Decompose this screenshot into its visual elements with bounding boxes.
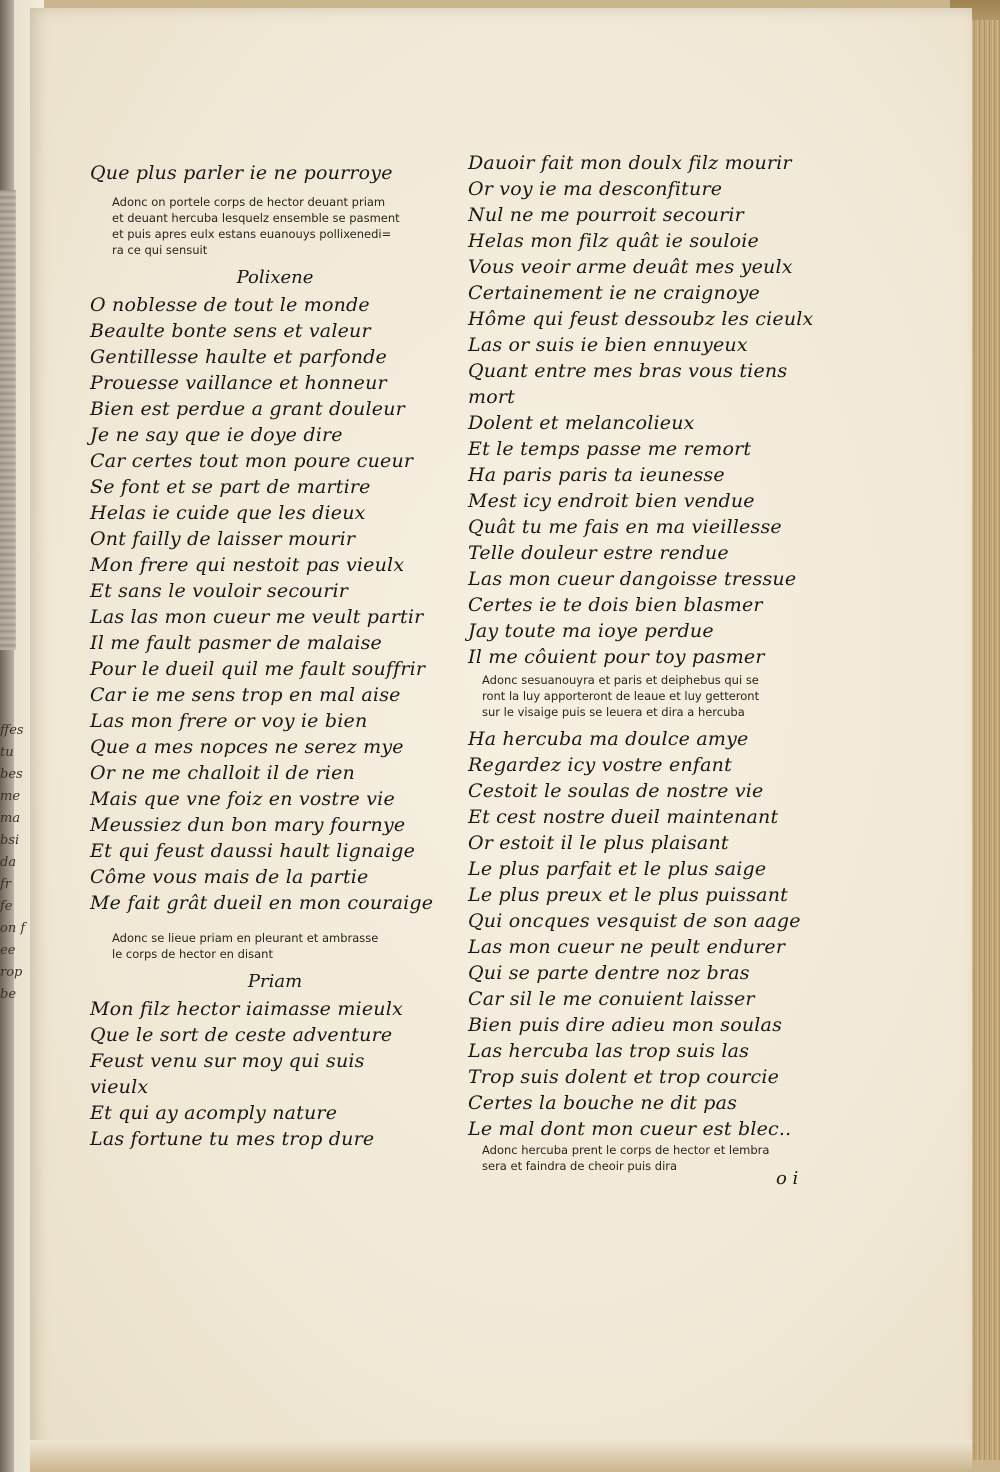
speaker-name: Priam	[247, 971, 303, 992]
verse-line: Je ne say que ie doye dire	[90, 424, 343, 446]
rubric-line: Adonc hercuba prent le corps de hector et lembra	[482, 1143, 770, 1157]
rubric-line: sera et faindra de cheoir puis dira	[482, 1159, 678, 1173]
verse-line: mort	[468, 386, 515, 408]
verse-line: Côme vous mais de la partie	[90, 866, 369, 888]
margin-fragment: ee	[0, 943, 16, 958]
verse-line: Or voy ie ma desconfiture	[468, 178, 723, 200]
verse-line: Beaulte bonte sens et valeur	[90, 320, 371, 342]
rubric-line: sur le visaige puis se leuera et dira a hercuba	[482, 705, 745, 719]
rubric-line: Adonc sesuanouyra et paris et deiphebus qui se	[482, 673, 759, 687]
rubric-line: le corps de hector en disant	[112, 947, 273, 961]
stage-direction	[468, 1142, 818, 1174]
verse-block	[90, 292, 460, 916]
verse-line: Car sil le me conuient laisser	[468, 988, 755, 1010]
verse-line: Las las mon cueur me veult partir	[90, 606, 424, 628]
rubric-line: et puis apres eulx estans euanouys pollixenedi=	[112, 227, 392, 241]
right-text-column	[468, 150, 818, 1180]
verse-line: vieulx	[90, 1076, 149, 1098]
verse-line: Las mon cueur dangoisse tressue	[468, 568, 797, 590]
verse-line: Gentillesse haulte et parfonde	[90, 346, 387, 368]
verse-line: Las mon cueur ne peult endurer	[468, 936, 786, 958]
speaker-name: Polixene	[236, 267, 314, 288]
verse-line: Se font et se part de martire	[90, 476, 371, 498]
verse-line: Certes la bouche ne dit pas	[468, 1092, 738, 1114]
verse-line: Le mal dont mon cueur est blec..	[468, 1118, 792, 1140]
verse-line: Qui se parte dentre noz bras	[468, 962, 750, 984]
verse-line: Mon frere qui nestoit pas vieulx	[90, 554, 405, 576]
verse-line: Dolent et melancolieux	[468, 412, 695, 434]
verse-line: Car ie me sens trop en mal aise	[90, 684, 401, 706]
margin-fragment: tu	[0, 745, 14, 760]
margin-fragment: da	[0, 855, 17, 870]
verse-line: Telle douleur estre rendue	[468, 542, 729, 564]
margin-fragment: on f	[0, 921, 26, 936]
margin-fragment: be	[0, 987, 17, 1002]
verse-line: Feust venu sur moy qui suis	[90, 1050, 365, 1072]
verse-line: Bien est perdue a grant douleur	[90, 398, 405, 420]
stage-direction	[468, 672, 818, 720]
verse-line: Mon filz hector iaimasse mieulx	[90, 998, 403, 1020]
margin-fragment: rop	[0, 965, 23, 980]
verse-line: Il me côuient pour toy pasmer	[468, 646, 765, 668]
verse-line: Vous veoir arme deuât mes yeulx	[468, 256, 793, 278]
margin-fragment: fe	[0, 899, 13, 914]
stage-direction	[90, 930, 460, 962]
signature-mark: o i	[776, 1168, 799, 1189]
verse-line: Helas mon filz quât ie souloie	[468, 230, 759, 252]
verse-line: Or ne me challoit il de rien	[90, 762, 355, 784]
verse-line: Cestoit le soulas de nostre vie	[468, 780, 764, 802]
verse-line: Me fait grât dueil en mon couraige	[90, 892, 434, 914]
verse-line: Il me fault pasmer de malaise	[90, 632, 382, 654]
verse-line: Pour le dueil quil me fault souffrir	[90, 658, 426, 680]
verse-line: Le plus preux et le plus puissant	[468, 884, 788, 906]
verse-line: Las fortune tu mes trop dure	[90, 1128, 375, 1150]
verse-line: Et cest nostre dueil maintenant	[468, 806, 779, 828]
verse-line: Et sans le vouloir secourir	[90, 580, 349, 602]
verse-line: Dauoir fait mon doulx filz mourir	[468, 152, 792, 174]
verse-line: Et le temps passe me remort	[468, 438, 752, 460]
margin-fragment: bsi	[0, 833, 20, 848]
verse-line: Regardez icy vostre enfant	[468, 754, 732, 776]
left-text-column	[90, 160, 460, 1152]
verse-line: Qui oncques vesquist de son aage	[468, 910, 801, 932]
verse-line: Que a mes nopces ne serez mye	[90, 736, 404, 758]
margin-fragment: ma	[0, 811, 21, 826]
verse-line: Prouesse vaillance et honneur	[90, 372, 387, 394]
rubric-line: ront la luy apporteront de leaue et luy getteront	[482, 689, 760, 703]
verse-line: Bien puis dire adieu mon soulas	[468, 1014, 783, 1036]
page-bottom-edge	[30, 1440, 972, 1472]
stage-direction	[90, 194, 460, 258]
verse-line: Jay toute ma ioye perdue	[468, 620, 714, 642]
rubric-line: Adonc on portele corps de hector deuant priam	[112, 195, 386, 209]
opening-verse: Que plus parler ie ne pourroye	[90, 162, 393, 184]
verse-line: Nul ne me pourroit secourir	[468, 204, 744, 226]
verse-line: Quât tu me fais en ma vieillesse	[468, 516, 782, 538]
verse-block	[90, 996, 460, 1152]
verse-line: Et qui feust daussi hault lignaige	[90, 840, 416, 862]
verse-line: Que le sort de ceste adventure	[90, 1024, 393, 1046]
verse-line: Et qui ay acomply nature	[90, 1102, 338, 1124]
margin-fragment: bes	[0, 767, 23, 782]
facing-page-woodcut	[0, 190, 16, 650]
verse-line: Ha paris paris ta ieunesse	[468, 464, 725, 486]
verse-line: Trop suis dolent et trop courcie	[468, 1066, 780, 1088]
verse-line: Hôme qui feust dessoubz les cieulx	[468, 308, 814, 330]
verse-line: Ha hercuba ma doulce amye	[468, 728, 749, 750]
verse-line: Mest icy endroit bien vendue	[468, 490, 755, 512]
verse-line: Car certes tout mon poure cueur	[90, 450, 414, 472]
rubric-line: Adonc se lieue priam en pleurant et ambrasse	[112, 931, 379, 945]
verse-line: Certes ie te dois bien blasmer	[468, 594, 763, 616]
verse-line: Ont failly de laisser mourir	[90, 528, 356, 550]
margin-fragment: ffes	[0, 723, 24, 738]
verse-line: Le plus parfait et le plus saige	[468, 858, 767, 880]
verse-line: Helas ie cuide que les dieux	[90, 502, 366, 524]
verse-block	[468, 150, 818, 670]
verse-line: Las or suis ie bien ennuyeux	[468, 334, 748, 356]
verse-line: Quant entre mes bras vous tiens	[468, 360, 788, 382]
margin-fragment: fr	[0, 877, 12, 892]
margin-fragment: me	[0, 789, 21, 804]
rubric-line: ra ce qui sensuit	[112, 243, 208, 257]
verse-line: Meussiez dun bon mary fournye	[90, 814, 406, 836]
verse-line: Mais que vne foiz en vostre vie	[90, 788, 395, 810]
verse-line: Las hercuba las trop suis las	[468, 1040, 750, 1062]
verse-block	[468, 726, 818, 1142]
verse-line: Las mon frere or voy ie bien	[90, 710, 368, 732]
verse-line: Or estoit il le plus plaisant	[468, 832, 729, 854]
rubric-line: et deuant hercuba lesquelz ensemble se pasment	[112, 211, 400, 225]
verse-line: Certainement ie ne craignoye	[468, 282, 760, 304]
verse-line: O noblesse de tout le monde	[90, 294, 370, 316]
facing-page-margin-text	[0, 720, 30, 1006]
